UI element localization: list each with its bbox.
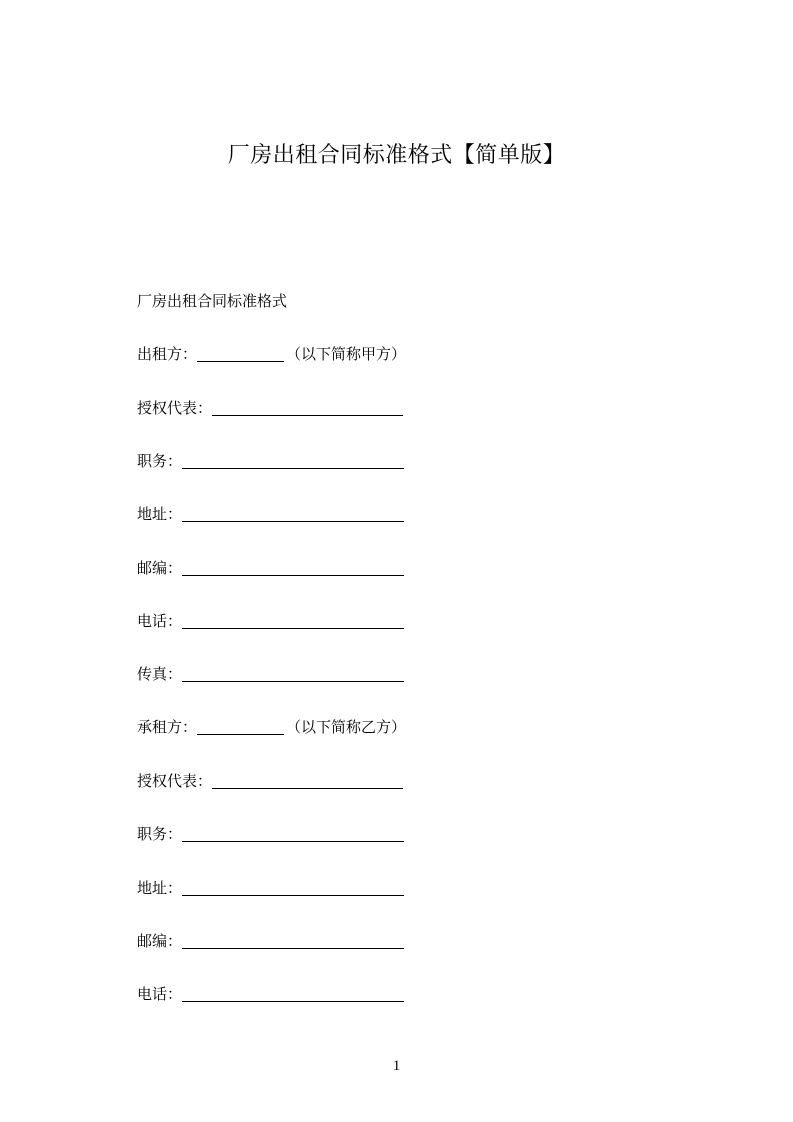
lessee-phone-label: 电话： xyxy=(137,985,183,1003)
lessee-position-field xyxy=(137,823,404,845)
lessor-postcode-label: 邮编： xyxy=(137,559,183,577)
lessor-postcode-field xyxy=(137,557,404,579)
page-number: 1 xyxy=(392,1058,401,1074)
lessee-representative-field xyxy=(137,770,403,792)
lessor-representative-field xyxy=(137,397,403,419)
lessor-party-field xyxy=(137,343,406,365)
lessee-address-field xyxy=(137,877,404,899)
lessee-postcode-field xyxy=(137,930,404,952)
lessor-phone-label: 电话： xyxy=(137,612,183,630)
lessee-party-blank[interactable] xyxy=(197,717,284,735)
lessee-position-blank[interactable] xyxy=(182,824,404,842)
lessee-postcode-label: 邮编： xyxy=(137,932,183,950)
lessee-party-field xyxy=(137,716,406,738)
lessee-postcode-blank[interactable] xyxy=(182,931,404,949)
lessor-address-field xyxy=(137,503,404,525)
lessor-position-field xyxy=(137,450,404,472)
document-subtitle: 厂房出租合同标准格式 xyxy=(137,292,288,310)
lessor-address-label: 地址： xyxy=(137,505,183,523)
lessor-party-label: 出租方： xyxy=(137,345,198,363)
lessor-address-blank[interactable] xyxy=(182,504,404,522)
lessee-party-label: 承租方： xyxy=(137,718,198,736)
lessee-phone-field xyxy=(137,983,404,1005)
document-title: 厂房出租合同标准格式【简单版】 xyxy=(227,143,566,168)
lessor-representative-label: 授权代表： xyxy=(137,399,213,417)
lessee-address-blank[interactable] xyxy=(182,878,404,896)
lessor-party-note: （以下简称甲方） xyxy=(286,345,407,363)
lessee-party-note: （以下简称乙方） xyxy=(286,718,407,736)
lessee-representative-blank[interactable] xyxy=(212,771,403,789)
lessee-representative-label: 授权代表： xyxy=(137,772,213,790)
lessor-party-blank[interactable] xyxy=(197,344,284,362)
lessor-postcode-blank[interactable] xyxy=(182,558,404,576)
lessor-fax-field xyxy=(137,663,404,685)
lessee-position-label: 职务： xyxy=(137,825,183,843)
lessor-position-label: 职务： xyxy=(137,452,183,470)
lessor-representative-blank[interactable] xyxy=(212,398,403,416)
lessee-address-label: 地址： xyxy=(137,879,183,897)
lessor-fax-blank[interactable] xyxy=(182,664,404,682)
lessor-position-blank[interactable] xyxy=(182,451,404,469)
lessor-phone-field xyxy=(137,610,404,632)
lessor-phone-blank[interactable] xyxy=(182,611,404,629)
lessee-phone-blank[interactable] xyxy=(182,984,404,1002)
lessor-fax-label: 传真： xyxy=(137,665,183,683)
